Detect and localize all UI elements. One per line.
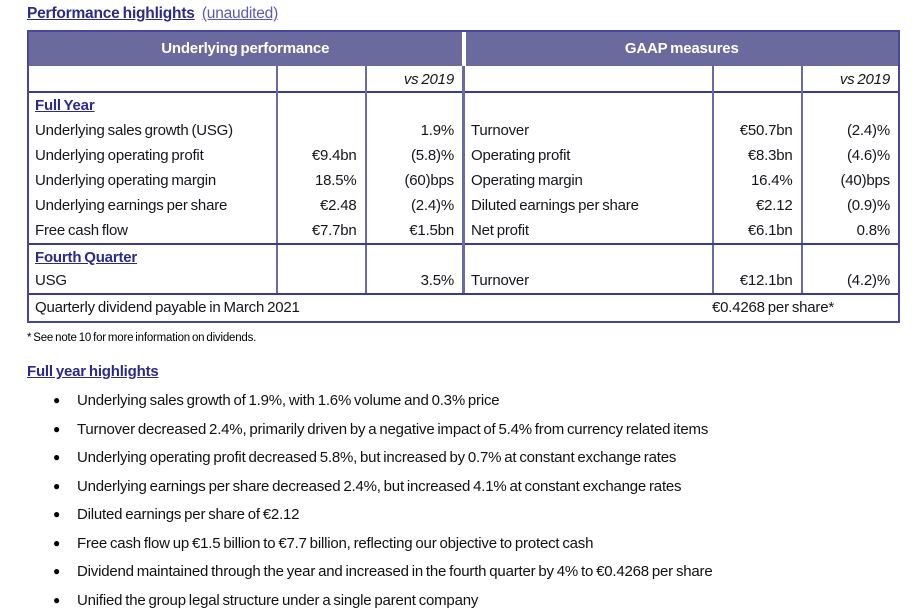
bullet-icon: ●: [53, 393, 61, 407]
vs-2019-label: vs 2019: [801, 66, 898, 93]
row-vs2019: (4.6)%: [801, 143, 898, 168]
row-label: Net profit: [471, 222, 529, 239]
row-label: [465, 93, 712, 118]
row-vs2019: 1.9%: [365, 118, 462, 143]
row-label: USG: [35, 272, 67, 289]
bullet-icon: ●: [53, 592, 61, 607]
table-row: [465, 143, 898, 168]
row-vs2019: (0.9)%: [801, 193, 898, 218]
bullet-icon: ●: [53, 564, 61, 578]
table-row: [465, 193, 898, 218]
table-body: [29, 66, 898, 293]
bullet-text: Underlying operating profit decreased 5.8%, but increased by 0.7% at constant exchange rates: [77, 449, 677, 466]
dividend-row: [29, 293, 898, 321]
table-row: [29, 93, 462, 118]
row-label: [465, 245, 712, 268]
list-item: [27, 506, 900, 523]
underlying-performance-section: [29, 66, 465, 293]
bullet-text: Underlying sales growth of 1.9%, with 1.6% volume and 0.3% price: [77, 392, 500, 409]
row-vs2019: 3.5%: [365, 268, 462, 293]
bullet-text: Underlying earnings per share decreased 2.4%, but increased 4.1% at constant exchange rates: [77, 477, 682, 495]
row-vs2019: (60)bps: [365, 168, 462, 193]
row-vs2019: (40)bps: [801, 168, 898, 193]
header-gaap-measures: GAAP measures: [466, 32, 899, 66]
full-year-highlights-heading: Full year highlights: [27, 363, 159, 380]
row-vs2019: [365, 245, 462, 268]
row-value: €2.12: [712, 193, 801, 218]
table-row: [465, 168, 898, 193]
table-row: [29, 268, 462, 293]
table-row: [29, 243, 462, 268]
list-item: [27, 421, 900, 438]
vs-2019-header-row: [29, 66, 462, 93]
row-value: €50.7bn: [712, 118, 801, 143]
bullet-icon: ●: [53, 535, 61, 550]
row-label: Free cash flow: [35, 222, 128, 239]
table-row: [465, 218, 898, 243]
list-item: [27, 563, 900, 580]
row-label: Operating margin: [471, 172, 583, 189]
row-value: [276, 118, 365, 143]
dividend-label: Quarterly dividend payable in March 2021: [35, 299, 300, 316]
row-label: Turnover: [471, 122, 529, 139]
row-value: €8.3bn: [712, 143, 801, 168]
list-item: [27, 449, 900, 466]
vs-2019-header-row: [465, 66, 898, 93]
row-value: €12.1bn: [712, 268, 801, 293]
row-vs2019: €1.5bn: [365, 218, 462, 243]
header-underlying-performance: Underlying performance: [29, 32, 462, 66]
row-value: 16.4%: [712, 168, 801, 193]
bullet-icon: ●: [53, 507, 61, 521]
section-title-fourth-quarter: Fourth Quarter: [35, 249, 138, 266]
row-label: Operating profit: [471, 147, 571, 164]
row-value: [276, 245, 365, 268]
empty-cell: [712, 66, 801, 93]
row-vs2019: [801, 93, 898, 118]
bullet-text: Free cash flow up €1.5 billion to €7.7 billion, reflecting our objective to protect cash: [77, 534, 594, 552]
bullet-text: Unified the group legal structure under a single parent company: [77, 591, 479, 609]
row-value: [276, 268, 365, 293]
row-value: €9.4bn: [276, 143, 365, 168]
row-label: Underlying operating profit: [35, 147, 204, 164]
list-item: [27, 535, 900, 552]
empty-cell: [29, 66, 276, 93]
row-vs2019: (2.4)%: [801, 118, 898, 143]
row-label: Underlying operating margin: [35, 172, 217, 189]
table-row: [465, 268, 898, 293]
row-value: [276, 93, 365, 118]
table-row: [465, 118, 898, 143]
bullet-text: Turnover decreased 2.4%, primarily driven by a negative impact of 5.4% from currency related items: [77, 420, 709, 438]
empty-cell: [276, 66, 365, 93]
empty-cell: [465, 66, 712, 93]
row-value: €2.48: [276, 193, 365, 218]
performance-table: [27, 30, 900, 323]
list-item: [27, 592, 900, 609]
row-vs2019: (5.8)%: [365, 143, 462, 168]
list-item: [27, 478, 900, 495]
row-label: Diluted earnings per share: [471, 197, 639, 214]
bullet-text: Diluted earnings per share of €2.12: [77, 506, 300, 523]
gaap-measures-section: [465, 66, 898, 293]
dividend-footnote: * See note 10 for more information on dividends.: [27, 332, 257, 344]
row-vs2019: (2.4)%: [365, 193, 462, 218]
vs-2019-label: vs 2019: [365, 66, 462, 93]
table-row: [29, 218, 462, 243]
page-title: [27, 5, 900, 23]
row-label: Underlying sales growth (USG): [35, 122, 233, 139]
row-label: Turnover: [471, 272, 529, 289]
bullet-icon: ●: [53, 450, 61, 464]
row-label: Underlying earnings per share: [35, 197, 228, 214]
row-vs2019: (4.2)%: [801, 268, 898, 293]
row-value: [712, 245, 801, 268]
table-row: [29, 118, 462, 143]
dividend-value: €0.4268 per share*: [712, 299, 834, 316]
table-header-row: [29, 32, 898, 66]
bullet-text: Dividend maintained through the year and increased in the fourth quarter by 4% to €0.4268 per share: [77, 563, 713, 580]
page-title-main: Performance highlights: [27, 5, 195, 22]
row-value: 18.5%: [276, 168, 365, 193]
row-vs2019: 0.8%: [801, 218, 898, 243]
row-vs2019: [801, 245, 898, 268]
list-item: [27, 392, 900, 409]
row-vs2019: [365, 93, 462, 118]
highlights-list: [27, 392, 900, 609]
table-row: [29, 168, 462, 193]
table-row: [465, 243, 898, 268]
row-value: [712, 93, 801, 118]
row-value: €7.7bn: [276, 218, 365, 243]
table-row: [29, 193, 462, 218]
bullet-icon: ●: [53, 478, 61, 493]
table-row: [465, 93, 898, 118]
bullet-icon: ●: [53, 421, 61, 436]
page-title-suffix: (unaudited): [201, 5, 279, 22]
section-title-full-year: Full Year: [35, 97, 95, 114]
row-value: €6.1bn: [712, 218, 801, 243]
table-row: [29, 143, 462, 168]
